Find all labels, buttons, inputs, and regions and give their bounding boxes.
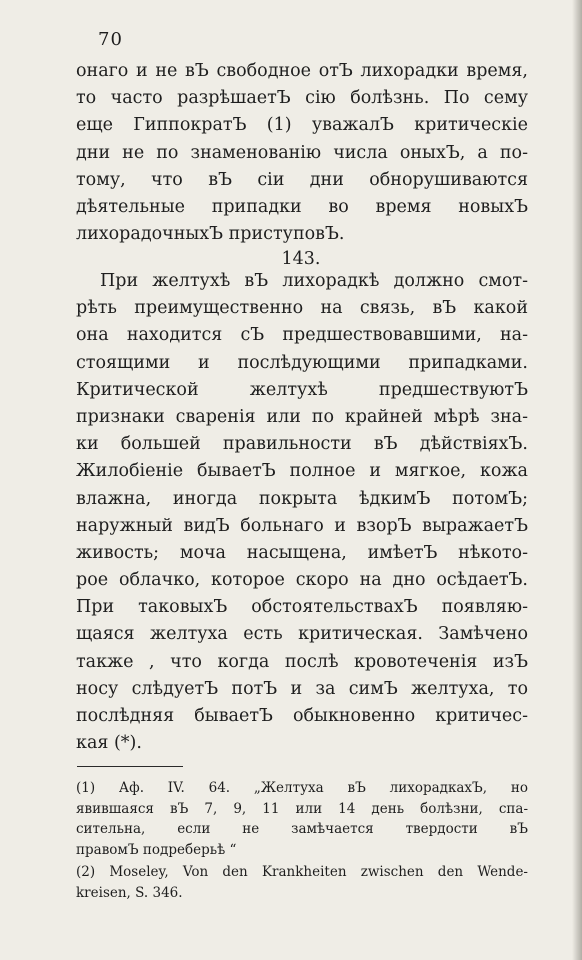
text-line: дни не по знаменованію числа оныхЪ, а по-: [76, 142, 528, 163]
footnote-rule: [77, 766, 183, 767]
text-line: наружный видЪ больнаго и взорЪ выражаетЪ: [76, 515, 528, 536]
text-line: При желтухѣ вЪ лихорадкѣ должно смот-: [100, 271, 528, 291]
text-line: кая (*).: [76, 733, 142, 754]
text-line: также , что когда послѣ кровотеченія изЪ: [76, 651, 528, 672]
page-number: 70: [98, 29, 123, 50]
footnote-line: (1) Аф. IV. 64. „Желтуха вЪ лихорадкахЪ, но: [76, 780, 528, 796]
page-edge-shadow: [572, 0, 582, 960]
text-line: признаки сваренія или по крайней мѣрѣ зна-: [76, 406, 528, 427]
paragraph-section-143: [76, 268, 528, 757]
text-line: послѣдняя бываетЪ обыкновенно критичес-: [76, 706, 528, 726]
text-line: то часто разрѣшаетЪ сію болѣзнь. По сему: [76, 88, 528, 109]
footnote-line: сительна, если не замѣчается твердости вЪ: [76, 821, 528, 837]
text-line: влажна, иногда покрыта ѣдкимЪ потомЪ;: [76, 488, 528, 509]
text-line: стоящими и послѣдующими припадками.: [76, 352, 528, 373]
text-line: щаяся желтуха есть критическая. Замѣчено: [76, 624, 528, 645]
footnote-line: правомЪ подреберьѣ “: [76, 841, 237, 858]
footnote-line: явившаяся вЪ 7, 9, 11 или 14 день болѣзни, спа-: [76, 800, 528, 817]
text-line: еще ГиппократЪ (1) уважалЪ критическіе: [76, 115, 528, 136]
text-line: При таковыхЪ обстоятельствахЪ появляю-: [76, 597, 528, 618]
footnotes: [76, 778, 528, 903]
footnote-1: [76, 778, 528, 860]
text-line: лихорадочныхЪ приступовЪ.: [76, 224, 345, 245]
text-line: онаго и не вЪ свободное отЪ лихорадки время,: [76, 61, 528, 81]
footnote-line: kreisen, S. 346.: [76, 884, 183, 901]
section-number: 143.: [281, 249, 321, 269]
text-line: дѣятельные припадки во время новыхЪ: [76, 196, 528, 217]
text-line: живость; моча насыщена, имѣетЪ нѣкото-: [76, 542, 528, 563]
text-line: ки большей правильности вЪ дѣйствіяхЪ.: [76, 434, 528, 455]
paragraph-continued: [76, 58, 528, 248]
text-line: Жилобіеніе бываетЪ полное и мягкое, кожа: [76, 461, 528, 482]
footnote-2: [76, 862, 528, 903]
text-line: рое облачко, которое скоро на дно осѣдаетЪ.: [76, 570, 528, 591]
text-line: рѣть преимущественно на связь, вЪ какой: [76, 298, 528, 319]
text-line: тому, что вЪ сіи дни обнорушиваются: [76, 169, 528, 190]
text-line: она находится сЪ предшествовавшими, на-: [76, 325, 528, 346]
text-line: Критической желтухѣ предшествуютЪ: [76, 379, 528, 400]
footnote-line: (2) Moseley, Von den Krankheiten zwischen den Wende-: [76, 864, 528, 880]
text-line: носу слѣдуетЪ потЪ и за симЪ желтуха, то: [76, 678, 528, 699]
